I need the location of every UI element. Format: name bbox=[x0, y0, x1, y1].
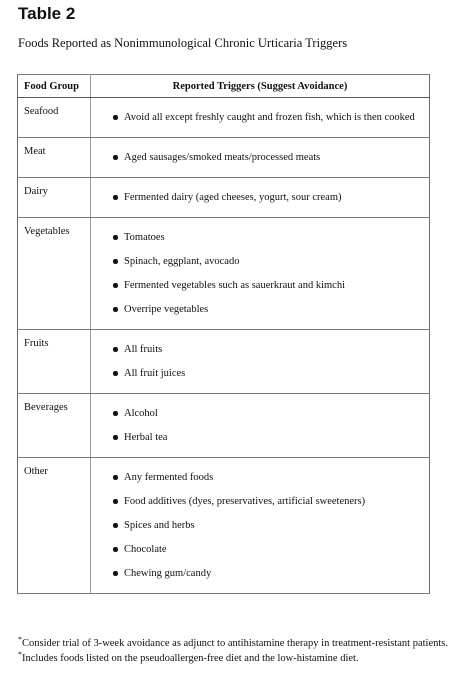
trigger-item: Overripe vegetables bbox=[124, 303, 429, 327]
trigger-list bbox=[91, 458, 429, 593]
footnotes bbox=[18, 636, 473, 666]
table-row-beverages bbox=[18, 394, 430, 458]
trigger-list bbox=[91, 330, 429, 393]
triggers-cell bbox=[91, 98, 430, 138]
trigger-list bbox=[91, 138, 429, 177]
food-group-cell: Meat bbox=[18, 138, 91, 178]
table-row-fruits bbox=[18, 330, 430, 394]
food-group-cell: Fruits bbox=[18, 330, 91, 394]
trigger-item: Avoid all except freshly caught and frozen fish, which is then cooked bbox=[124, 111, 429, 135]
trigger-list bbox=[91, 178, 429, 217]
triggers-cell bbox=[91, 394, 430, 458]
table-row-dairy bbox=[18, 178, 430, 218]
triggers-table bbox=[17, 74, 430, 594]
trigger-item: Any fermented foods bbox=[124, 471, 429, 495]
food-group-cell: Other bbox=[18, 458, 91, 594]
trigger-item: All fruits bbox=[124, 343, 429, 367]
trigger-item: All fruit juices bbox=[124, 367, 429, 391]
table-row-meat bbox=[18, 138, 430, 178]
triggers-cell bbox=[91, 138, 430, 178]
footnote-text: Includes foods listed on the pseudoallergen-free diet and the low-histamine diet. bbox=[22, 653, 359, 664]
footnote-mark: * bbox=[18, 635, 22, 644]
food-group-cell: Dairy bbox=[18, 178, 91, 218]
table-row-other bbox=[18, 458, 430, 594]
triggers-cell bbox=[91, 218, 430, 330]
trigger-item: Food additives (dyes, preservatives, artificial sweeteners) bbox=[124, 495, 429, 519]
table-row-seafood bbox=[18, 98, 430, 138]
footnote-text: Consider trial of 3-week avoidance as adjunct to antihistamine therapy in treatment-resistant patients. bbox=[22, 638, 448, 649]
trigger-item: Spinach, eggplant, avocado bbox=[124, 255, 429, 279]
food-group-cell: Beverages bbox=[18, 394, 91, 458]
triggers-cell bbox=[91, 178, 430, 218]
footnote-mark: * bbox=[18, 650, 22, 659]
table-row-vegetables bbox=[18, 218, 430, 330]
triggers-cell bbox=[91, 330, 430, 394]
trigger-item: Spices and herbs bbox=[124, 519, 429, 543]
table-heading: Table 2 bbox=[18, 4, 76, 23]
triggers-cell bbox=[91, 458, 430, 594]
trigger-item: Aged sausages/smoked meats/processed meats bbox=[124, 151, 429, 175]
trigger-item: Chewing gum/candy bbox=[124, 567, 429, 591]
trigger-item: Herbal tea bbox=[124, 431, 429, 455]
trigger-list bbox=[91, 98, 429, 137]
column-header-reported-triggers: Reported Triggers (Suggest Avoidance) bbox=[91, 75, 430, 98]
trigger-item: Fermented vegetables such as sauerkraut and kimchi bbox=[124, 279, 429, 303]
food-group-cell: Seafood bbox=[18, 98, 91, 138]
trigger-list bbox=[91, 394, 429, 457]
table-caption: Foods Reported as Nonimmunological Chronic Urticaria Triggers bbox=[18, 36, 348, 50]
trigger-item: Chocolate bbox=[124, 543, 429, 567]
trigger-item: Tomatoes bbox=[124, 231, 429, 255]
footnote bbox=[18, 636, 473, 651]
trigger-list bbox=[91, 218, 429, 329]
trigger-item: Alcohol bbox=[124, 407, 429, 431]
header-row bbox=[18, 75, 430, 98]
trigger-item: Fermented dairy (aged cheeses, yogurt, sour cream) bbox=[124, 191, 429, 215]
column-header-food-group: Food Group bbox=[18, 75, 91, 98]
food-group-cell: Vegetables bbox=[18, 218, 91, 330]
footnote bbox=[18, 651, 473, 666]
